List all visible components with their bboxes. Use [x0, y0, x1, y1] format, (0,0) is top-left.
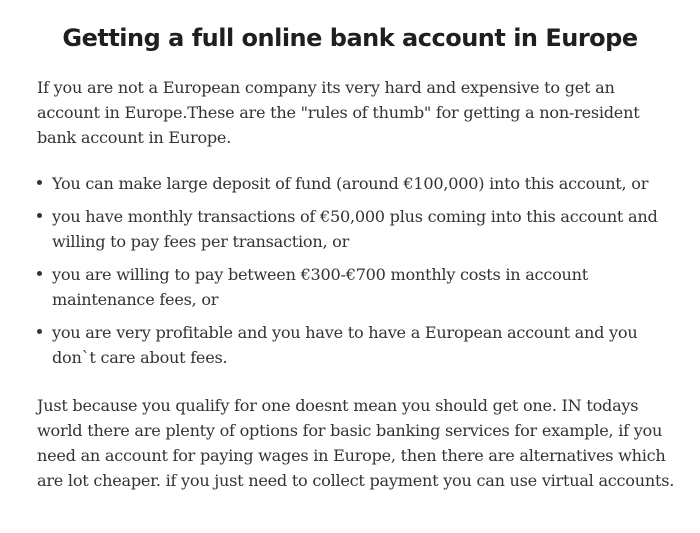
- article: [37, 0, 682, 493]
- list-item: [37, 204, 682, 254]
- list-item: [37, 320, 682, 370]
- list-item: [37, 262, 682, 312]
- list-item-text: you are very profitable and you have to have a European account and you don`t care about fees.: [52, 323, 638, 367]
- article-title: Getting a full online bank account in Europe: [62, 24, 638, 52]
- rules-list: [37, 171, 682, 370]
- list-item-text: you are willing to pay between €300-€700 monthly costs in account maintenance fees, or: [52, 265, 588, 309]
- list-item: [37, 171, 682, 196]
- bullet-icon: [37, 329, 42, 334]
- bullet-icon: [37, 180, 42, 185]
- intro-paragraph: If you are not a European company its very hard and expensive to get an account in Europe.These are the "rules of thumb" for getting a non-resident bank account in Europe.: [37, 78, 640, 147]
- closing-paragraph: Just because you qualify for one doesnt mean you should get one. IN todays world there are plenty of options for basic banking services for example, if you need an account for paying wages in Europe, then there are alternatives which are lot cheaper. if you just need to collect payment you can use virtual accounts.: [37, 396, 675, 490]
- bullet-icon: [37, 213, 42, 218]
- list-item-text: you have monthly transactions of €50,000 plus coming into this account and willing to pay fees per transaction, or: [52, 207, 658, 251]
- list-item-text: You can make large deposit of fund (around €100,000) into this account, or: [52, 174, 649, 193]
- bullet-icon: [37, 271, 42, 276]
